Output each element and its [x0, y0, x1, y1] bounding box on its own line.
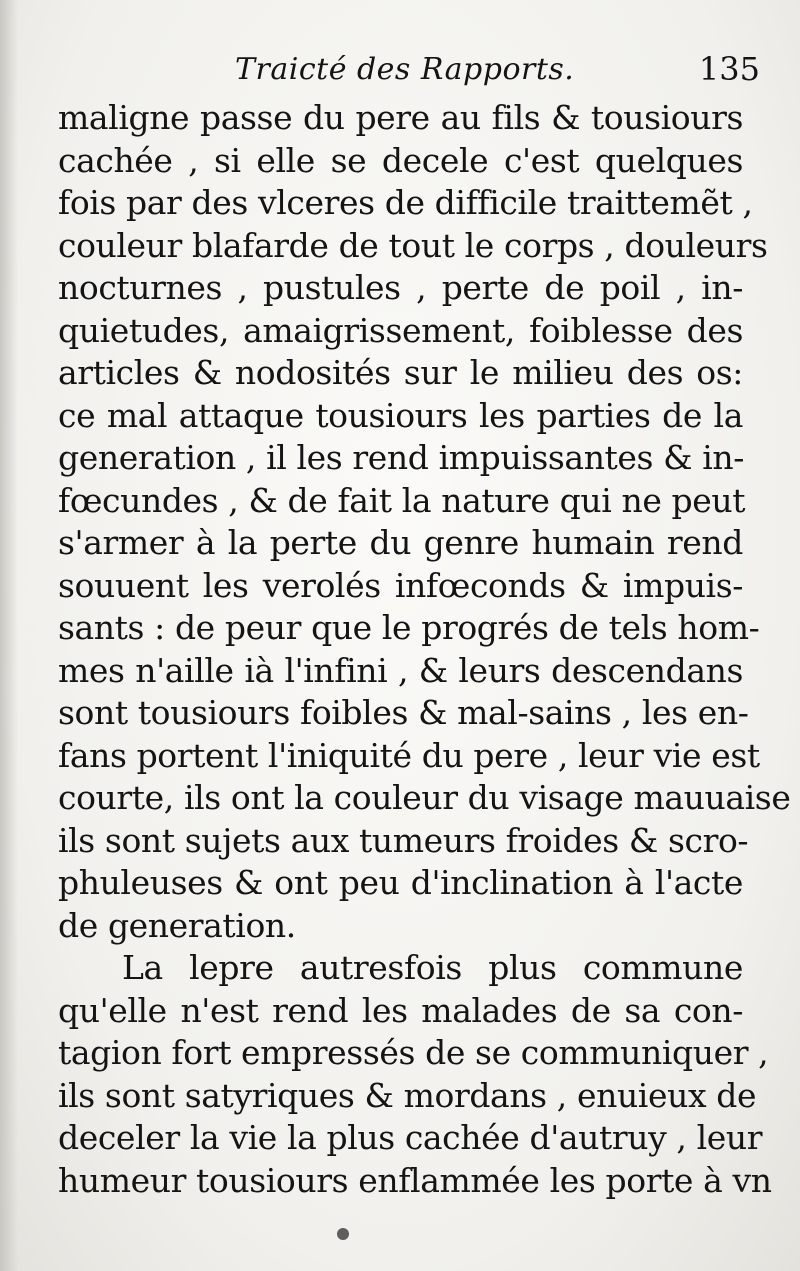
text-line: ils sont sujets aux tumeurs froides & scro- [58, 820, 749, 860]
body-text [58, 97, 791, 1202]
text-line: maligne passe du pere au fils & tousiours [58, 98, 743, 137]
text-line: phuleuses & ont peu d'inclination à l'acte [58, 863, 743, 902]
text-line: quietudes, amaigrissement, foiblesse des [58, 310, 743, 350]
page-number: 135 [698, 50, 760, 88]
ink-blot-mark [337, 1228, 349, 1240]
text-line: fans portent l'iniquité du pere , leur vie est [58, 735, 760, 775]
page-header [60, 48, 760, 92]
text-line: tagion fort empressés de se communiquer , [58, 1033, 769, 1072]
text-line: qu'elle n'est rend les malades de sa con- [58, 990, 743, 1030]
text-line: cachée , si elle se decele c'est quelques [58, 140, 743, 180]
text-line: sants : de peur que le progrés de tels hom- [58, 608, 760, 647]
text-line: nocturnes , pustules , perte de poil , in- [58, 268, 743, 307]
text-line: ce mal attaque tousiours les parties de la [58, 395, 743, 435]
paragraph-end-line: de generation. [58, 905, 296, 945]
text-line: sont tousiours foibles & mal-sains , les en- [58, 693, 749, 732]
paragraph-start-line: La lepre autresfois plus commune [122, 948, 743, 987]
text-line: humeur tousiours enflammée les porte à vn [58, 1160, 772, 1200]
text-line: souuent les verolés infœconds & impuis- [58, 565, 743, 605]
text-line: s'armer à la perte du genre humain rend [58, 523, 743, 562]
running-title: Traicté des Rapports. [235, 52, 575, 87]
text-line: articles & nodosités sur le milieu des os: [58, 353, 743, 392]
text-line: generation , il les rend impuissantes & in- [58, 438, 744, 477]
text-line: ils sont satyriques & mordans , enuieux de [58, 1075, 757, 1115]
text-line: deceler la vie la plus cachée d'autruy , leur [58, 1118, 763, 1157]
text-line: mes n'aille ià l'infini , & leurs descendans [58, 650, 743, 690]
text-line: courte, ils ont la couleur du visage mauuaise [58, 778, 791, 817]
text-line: fœcundes , & de fait la nature qui ne peut [58, 480, 746, 520]
text-line: couleur blafarde de tout le corps , douleurs [58, 225, 768, 265]
text-line: fois par des vlceres de difficile traittemẽt , [58, 183, 753, 222]
